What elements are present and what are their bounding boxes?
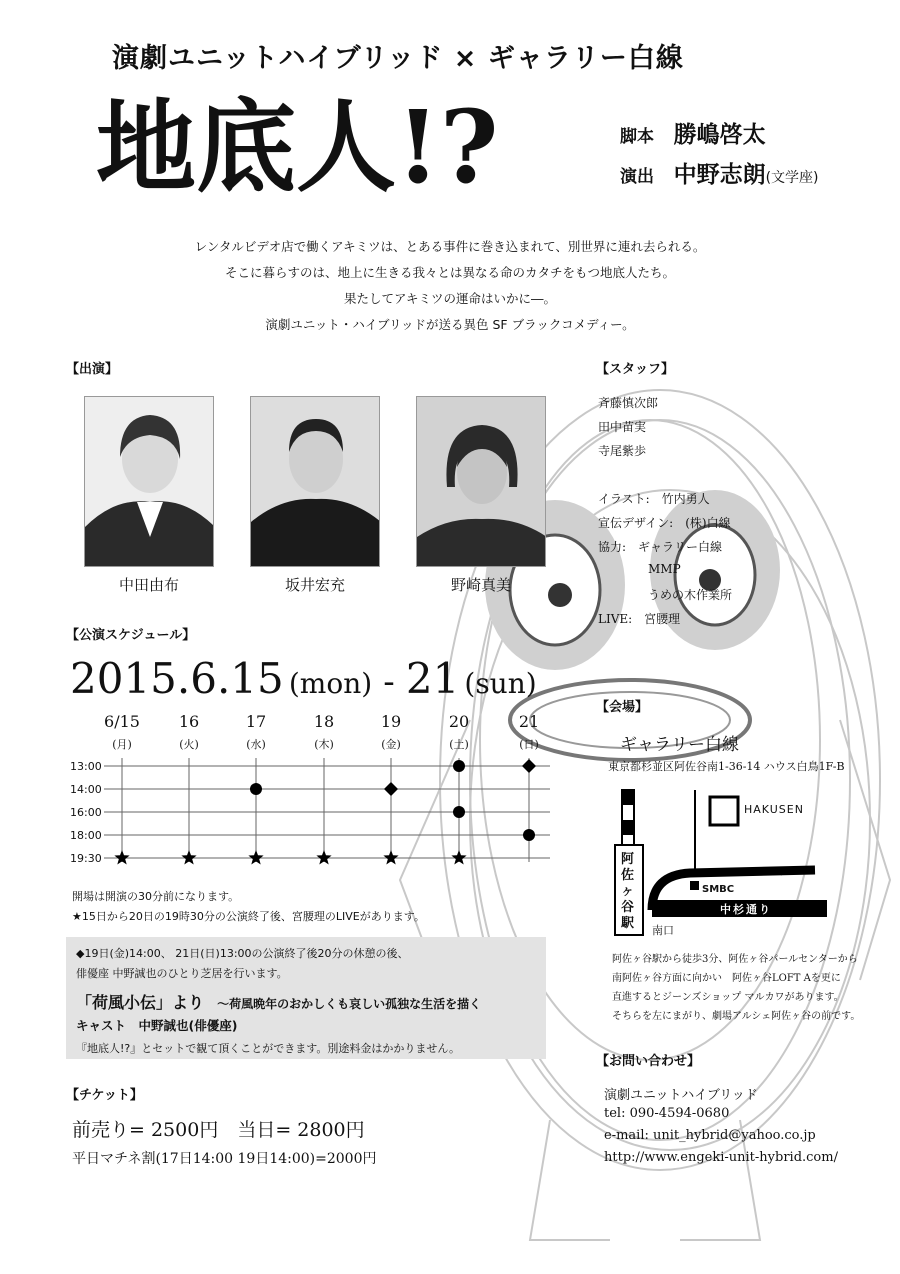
staff-line: 宣伝デザイン: (株)白線 (598, 516, 731, 530)
venue-name: ギャラリー白線 (620, 735, 739, 755)
map-station-label: 阿佐ヶ谷駅 (621, 852, 635, 931)
schedule-date: 16 (178, 712, 200, 731)
special-play (76, 990, 481, 1013)
period-start: 2015.6.15 (70, 654, 284, 703)
ticket-heading: 【チケット】 (66, 1088, 143, 1103)
period-sep: - (383, 662, 395, 702)
presenter-line: 演劇ユニットハイブリッド × ギャラリー白線 (112, 43, 684, 74)
ticket-matinee: 平日マチネ割(17日14:00 19日14:00)=2000円 (72, 1151, 377, 1167)
contact-heading: 【お問い合わせ】 (596, 1054, 701, 1069)
staff-line: 斉藤慎次郎 (598, 396, 659, 410)
ticket-prices: 前売り= 2500円 当日= 2800円 (72, 1119, 365, 1141)
script-label: 脚本 (620, 127, 654, 147)
schedule-weekday: (日) (519, 738, 539, 751)
schedule-time: 18:00 (70, 829, 102, 842)
map-street-label: 中杉通り (720, 903, 772, 916)
portrait-3-icon (417, 397, 546, 567)
access-line: 南阿佐ヶ谷方面に向かい 阿佐ヶ谷LOFT Aを更に (612, 973, 841, 984)
director-name: 中野志朗 (673, 162, 766, 188)
staff-heading: 【スタッフ】 (596, 362, 675, 377)
contact-email[interactable]: e-mail: unit_hybrid@yahoo.co.jp (604, 1128, 816, 1143)
portrait-2-icon (251, 397, 380, 567)
synopsis-line: 演劇ユニット・ハイブリッドが送る異色 SF ブラックコメディー。 (265, 317, 635, 332)
staff-line: 田中苗実 (598, 420, 647, 434)
schedule-date: 18 (313, 712, 335, 731)
schedule-mark-diamond (522, 759, 536, 773)
staff-line: 寺尾紫歩 (598, 444, 647, 458)
synopsis-line: そこに暮らすのは、地上に生きる我々とは異なる命のカタチをもつ地底人たち。 (224, 265, 675, 280)
access-line: 阿佐ヶ谷駅から徒歩3分、阿佐ヶ谷パールセンターから (612, 954, 858, 965)
schedule-date: 20 (448, 712, 470, 731)
portrait-1-icon (85, 397, 214, 567)
cast-photo-3 (416, 396, 546, 567)
special-play-title: 「荷風小伝」より (76, 993, 205, 1012)
schedule-note-1: 開場は開演の30分前になります。 (72, 890, 240, 903)
period-start-day: (mon) (288, 667, 373, 700)
schedule-time: 13:00 (70, 760, 102, 773)
access-line: そちらを左にまがり、劇場アルシェ阿佐ヶ谷の前です。 (612, 1011, 861, 1022)
cast-photo-1 (84, 396, 214, 567)
director-affil: (文学座) (765, 170, 819, 186)
schedule-weekday: (火) (179, 738, 199, 751)
schedule-grid (0, 750, 560, 875)
staff-line: MMP (648, 562, 681, 576)
show-title (96, 88, 499, 206)
schedule-period (70, 654, 537, 703)
contact-url[interactable]: http://www.engeki-unit-hybrid.com/ (604, 1150, 838, 1165)
contact-org: 演劇ユニットハイブリッド (604, 1088, 758, 1103)
venue-access (612, 950, 860, 1026)
schedule-note-2: ★15日から20日の19時30分の公演終了後、宮腰理のLIVEがあります。 (72, 910, 425, 923)
cast-photo-2 (250, 396, 380, 567)
cast-heading: 【出演】 (66, 362, 119, 377)
schedule-time: 19:30 (70, 852, 102, 865)
access-line: 直進するとジーンズショップ マルカワがあります。 (612, 992, 844, 1003)
map-pearl-label: パールセンター (730, 867, 800, 878)
staff-line: 協力: ギャラリー白線 (598, 540, 723, 554)
period-end-day: (sun) (464, 667, 537, 700)
schedule-mark-star (383, 850, 398, 865)
schedule-mark-circle (453, 806, 465, 818)
map-smbc-label: SMBC (702, 884, 735, 895)
special-play-sub: ～荷風晩年のおかしくも哀しい孤独な生活を描く (217, 997, 482, 1011)
schedule-mark-circle (250, 783, 262, 795)
schedule-mark-circle (453, 760, 465, 772)
schedule-time: 14:00 (70, 783, 102, 796)
show-title-text: 地底人 (96, 88, 396, 206)
special-note: 『地底人!?』とセットで観て頂くことができます。別途料金はかかりません。 (76, 1042, 461, 1055)
schedule-mark-star (316, 850, 331, 865)
venue-heading: 【会場】 (596, 700, 649, 715)
schedule-weekday: (金) (381, 738, 401, 751)
schedule-heading: 【公演スケジュール】 (66, 628, 196, 643)
special-line-1: ◆19日(金)14:00、 21日(日)13:00の公演終了後20分の休憩の後、 (76, 947, 409, 960)
schedule-mark-star (248, 850, 263, 865)
synopsis-line: 果たしてアキミツの運命はいかに―。 (343, 291, 556, 306)
schedule-date: 19 (380, 712, 402, 731)
schedule-weekday: (月) (112, 738, 132, 751)
show-title-marks: !? (396, 88, 499, 206)
credit-script (620, 116, 766, 149)
synopsis (0, 234, 900, 338)
schedule-time: 16:00 (70, 806, 102, 819)
schedule-weekday: (木) (314, 738, 334, 751)
staff-line: LIVE: 宮腰理 (598, 612, 681, 626)
schedule-mark-star (451, 850, 466, 865)
cast-name-3: 野崎真美 (450, 576, 511, 594)
schedule-mark-star (181, 850, 196, 865)
schedule-mark-circle (523, 829, 535, 841)
director-label: 演出 (620, 167, 654, 187)
script-name: 勝嶋啓太 (673, 122, 766, 148)
map-hakusen-label: HAKUSEN (744, 803, 804, 816)
special-cast: キャスト 中野誠也(俳優座) (76, 1018, 238, 1033)
cast-name-1: 中田由布 (118, 576, 179, 594)
credit-director (620, 156, 819, 189)
schedule-mark-star (114, 850, 129, 865)
schedule-weekday: (土) (449, 738, 469, 751)
staff-line: イラスト: 竹内勇人 (598, 492, 710, 506)
schedule-date: 17 (245, 712, 267, 731)
period-end: 21 (405, 654, 460, 703)
schedule-date: 21 (518, 712, 540, 731)
staff-line: うめの木作業所 (648, 588, 733, 602)
contact-tel: tel: 090-4594-0680 (604, 1106, 730, 1121)
schedule-date: 6/15 (104, 712, 140, 731)
schedule-mark-diamond (384, 782, 398, 796)
synopsis-line: レンタルビデオ店で働くアキミツは、とある事件に巻き込まれて、別世界に連れ去られる。 (194, 239, 706, 254)
venue-address: 東京都杉並区阿佐谷南1-36-14 ハウス白鳥1F-B (608, 760, 845, 773)
schedule-weekday: (水) (246, 738, 266, 751)
cast-name-2: 坂井宏充 (284, 576, 345, 594)
special-line-2: 俳優座 中野誠也のひとり芝居を行います。 (76, 967, 288, 980)
map-south-exit-label: 南口 (652, 924, 674, 937)
